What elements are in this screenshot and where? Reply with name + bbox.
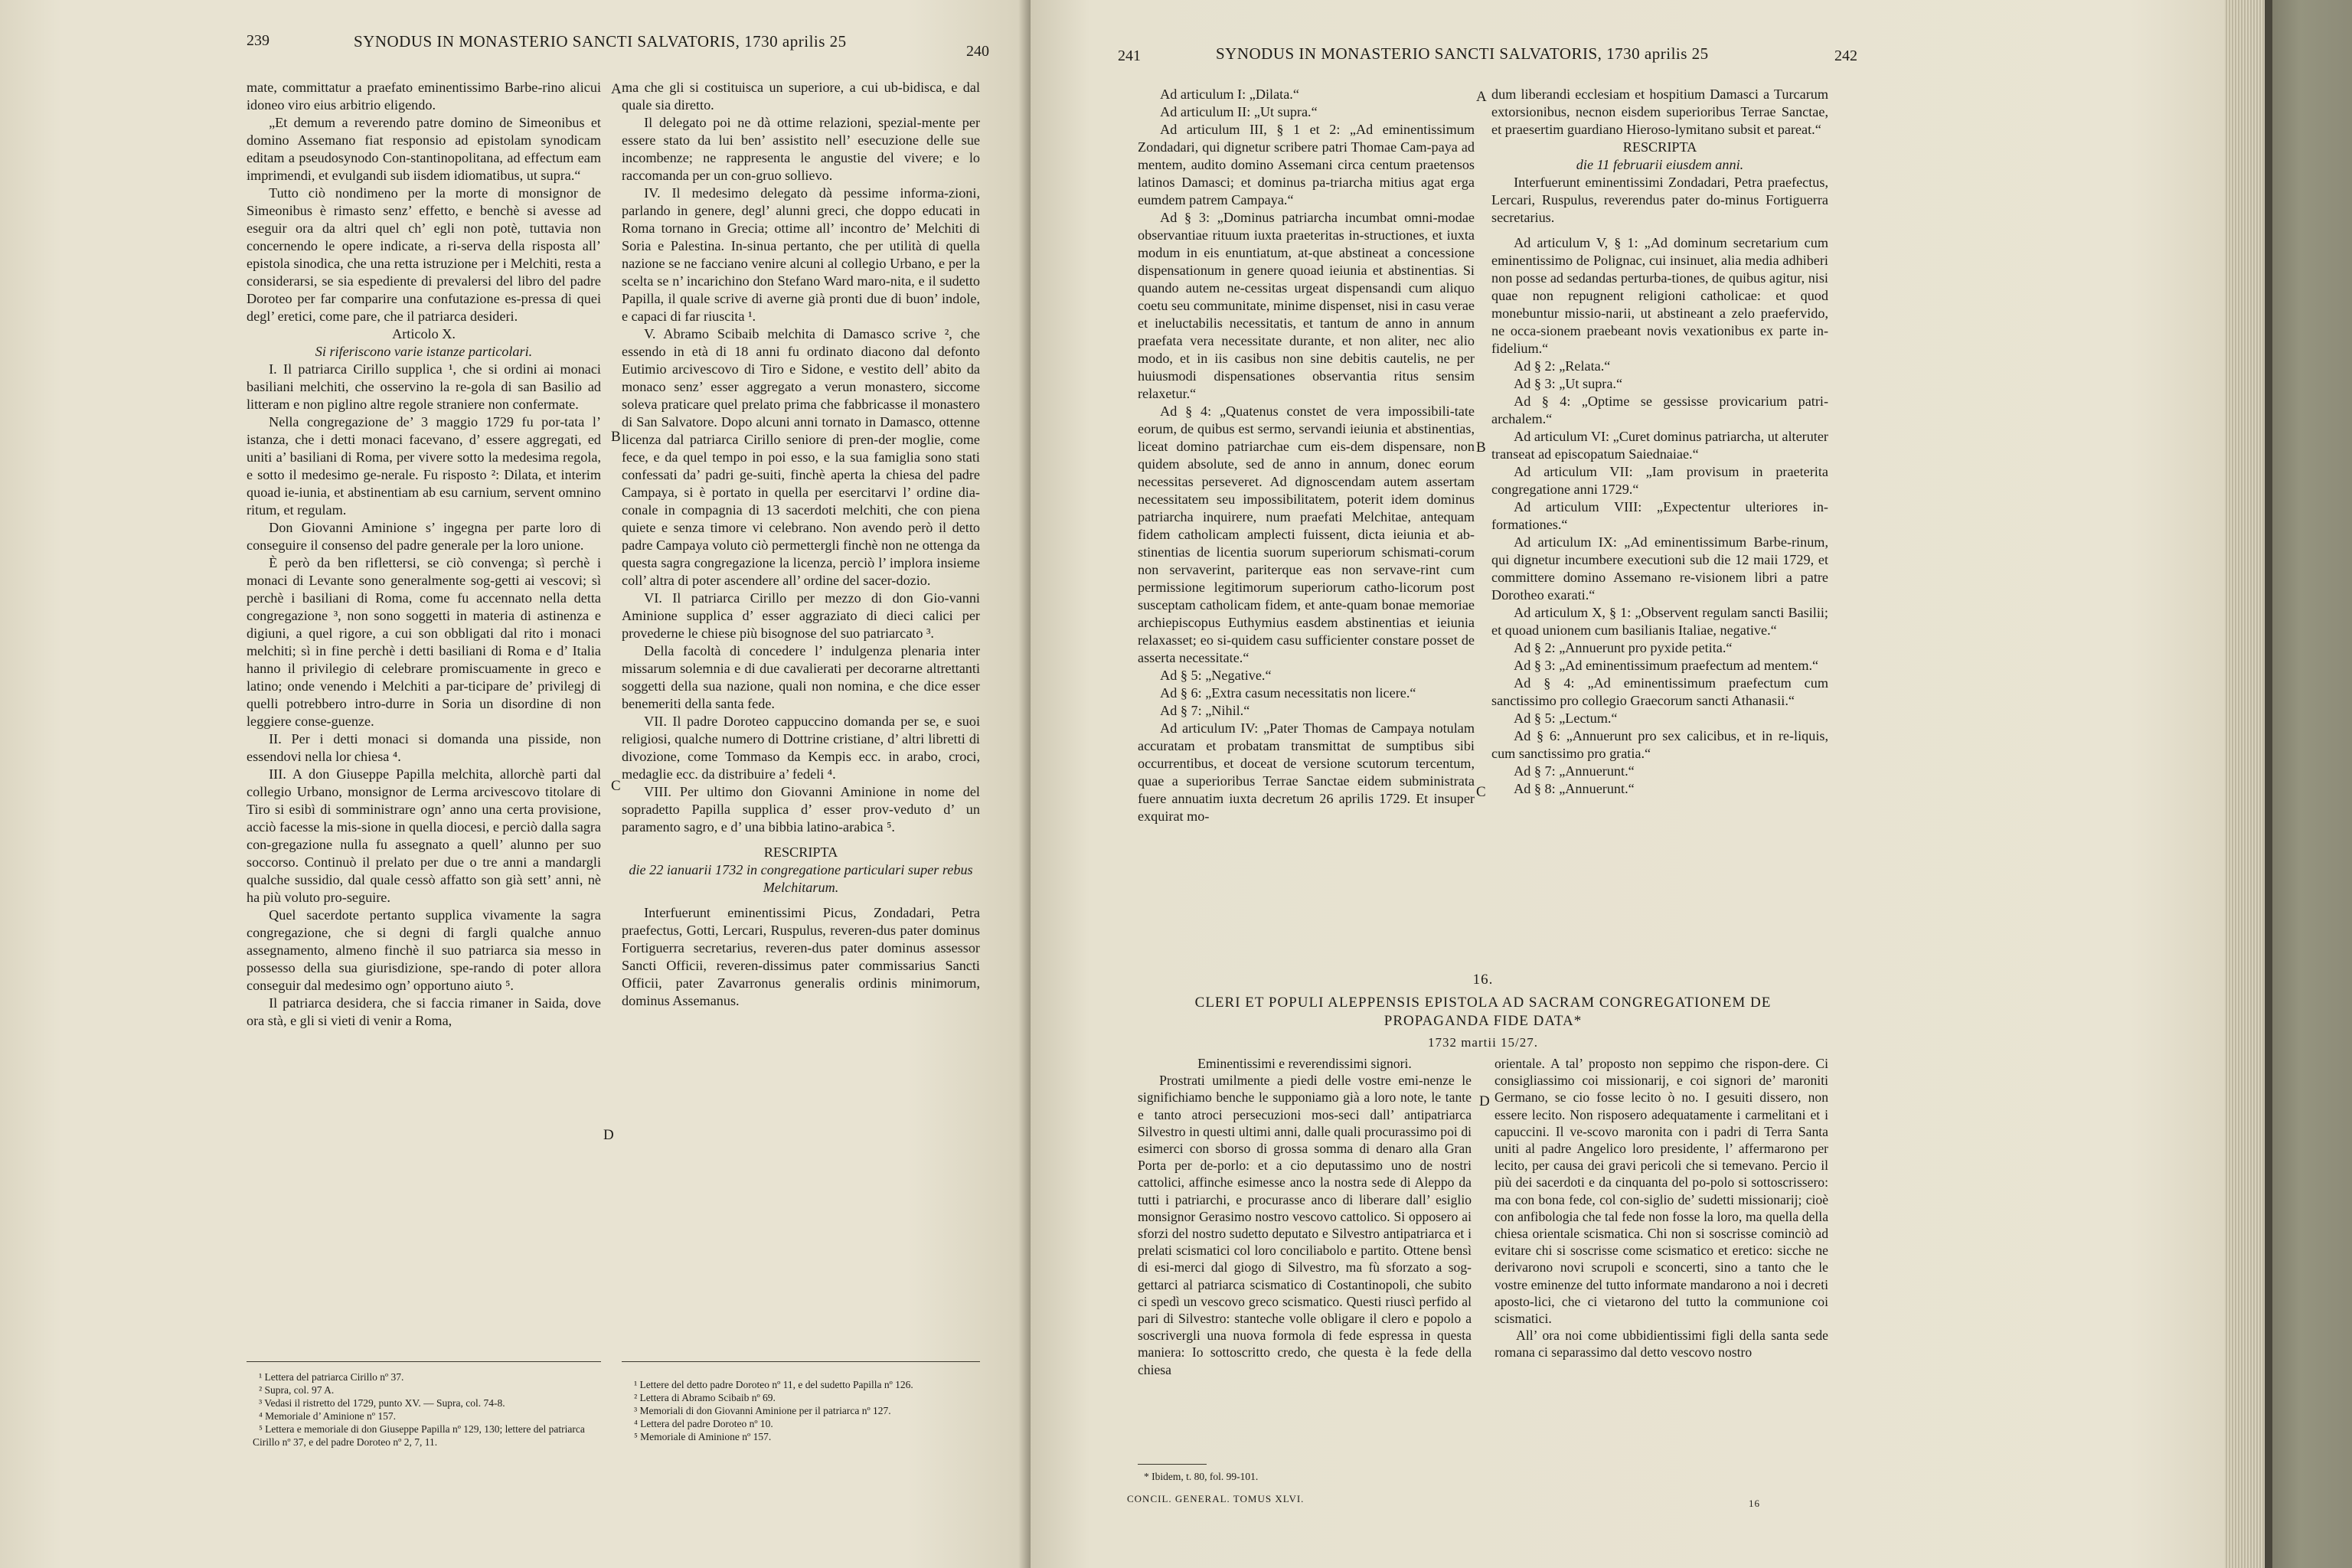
left-page-column-2	[622, 79, 980, 1010]
signature-number: 16	[1749, 1498, 1760, 1509]
right-page-column-1	[1138, 86, 1475, 825]
paragraph: dum liberandi ecclesiam et hospitium Damasci a Turcarum extorsionibus, necnon eisdem superioribus Terrae Sanctae, et praesertim guardiano Hieroso-lymitano subsit et pareat.“	[1491, 87, 1828, 137]
footnote-rule-left	[247, 1361, 601, 1362]
left-page	[0, 0, 1031, 1568]
right-page-column-2	[1491, 86, 1828, 798]
paragraph: Prostrati umilmente a piedi delle vostre emi-nenze le significhiamo benche le supponiamo già a loro note, le tante e tanto atroci persecuzioni mos-seci dall’ antipatriarca Silvestro in questi ultimi anni, dalle quali procurassimo poi di esimerci con sborso di grossa somma di denaro alla Gran Porta per de-porlo: et a cio deputassimo uno de nostri cattolici, affinche esimesse anco la nostra sede di Aleppo da tutti i patriarchi, e procurasse anco di liberare dall’ esiglio monsignor Gerasimo nostro vescovo cattolico. Si opposero ai sforzi del nostro sudetto deputato e Silvestro antipatriarca et i prelati scismatici col loro conciliabolo e partito. Ottene bensì di esi-merci dal giogo di Silvestro, ma fù sforzato a sog-gettarci al patriarca scismatico di Costantinopoli, che subito ci spedì un vescovo greco scismatico. Questi riuscì perfido al pari di Silvestro: stanteche volle obligare il clero e popolo a soscrivergli una nuova formola di fede espressa in questa maniera: Io sottoscritto credo, che questa è la fede della chiesa	[1138, 1073, 1472, 1377]
paragraph: orientale. A tal’ proposto non seppimo che rispon-dere. Ci consigliassimo coi missionarij, e coi signori de’ maroniti Germano, se cio fosse lecito ò no. I gesuiti dissero, non essere lecito. Non risposero adequatamente i carmelitani et i capuccini. Il ve-scovo maronita con i padri di Terra Santa uniti al padre Angelico loro presidente, l’ affermarono per lecito, per causa dei gravi pericoli che si temevano. Percio il più dei sacerdoti e da cinquanta del po-polo si sottoscrissero: ma con bona fede, col con-siglio de’ sudetti missionarij; cioè con anfibologia che tal fede non fosse la loro, ma quella della chiesa orientale scismatica. Chi non si soscrisse cominciò ad evitare chi si soscrisse come scismatico et eretico: sicche ne derivarono novi scrupoli e sconcerti, sino a tanto che le vostre eminenze del tutto informate mandarono a noi i decreti aposto-lici, che ci vietarono del tutto la communione coi scismatici.	[1494, 1056, 1828, 1327]
paragraph: Ad articulum II: „Ut supra.“	[1160, 104, 1318, 119]
section-title-line-1: CLERI ET POPULI ALEPPENSIS EPISTOLA AD SACRAM CONGREGATIONEM DE	[1194, 995, 1772, 1011]
paragraph: RESCRIPTA	[763, 844, 838, 860]
paragraph: Eminentissimi e reverendissimi signori.	[1197, 1056, 1412, 1071]
paragraph: Ad § 5: „Lectum.“	[1514, 710, 1618, 726]
paragraph: Ad articulum VI: „Curet dominus patriarcha, ut alteruter transeat ad episcopatum Saiednaiae.“	[1491, 429, 1828, 462]
paragraph: Della facoltà di concedere l’ indulgenza plenaria inter missarum solemnia e di due cavalierati per decorarne altrettanti soggetti della sua nazione, quali non nomina, e che dice esser benemeriti della santa fede.	[622, 643, 980, 711]
right-page	[1031, 0, 2224, 1568]
page-number-240: 240	[966, 43, 989, 60]
left-page-column-1	[247, 79, 601, 1030]
footnotes-column-1	[253, 1370, 601, 1449]
paragraph: Ad articulum VII: „Iam provisum in praeterita congregatione anni 1729.“	[1491, 464, 1828, 497]
margin-letter-a: A	[611, 81, 622, 97]
paragraph: Interfuerunt eminentissimi Picus, Zondadari, Petra praefectus, Gotti, Lercari, Ruspulus, reveren-dus pater dominus Fortiguerra secretarius, reveren-dus pater dominus assessor Sancti Officii, reveren-dissimus pater commissarius Sancti Officii, pater Zavarronus generalis ordinis minimorum, dominus Assemanus.	[622, 905, 980, 1008]
paragraph: Il delegato poi ne dà ottime relazioni, spezial-mente per essere stato da lui ben’ assistito nell’ esecuzione delle sue incombenze; ne rappresenta le angustie del vivere; e lo raccomanda per un con-gruo sollievo.	[622, 115, 980, 183]
section-date: 1732 martii 15/27.	[1427, 1035, 1539, 1050]
paragraph: Ad articulum III, § 1 et 2: „Ad eminentissimum Zondadari, qui dignetur scribere patri Thomae Cam-paya ad mentem, audito domino Assemani circa centum praetensos latinos Damasci; et dominus pa-triarcha mitius agat erga eumdem patrem Campaya.“	[1138, 122, 1475, 207]
footnote-right-page: * Ibidem, t. 80, fol. 99-101.	[1144, 1471, 1259, 1482]
paragraph: Ad § 4: „Ad eminentissimum praefectum cum sanctissimo pro collegio Graecorum sancti Athanasii.“	[1491, 675, 1828, 708]
paragraph: Il patriarca desidera, che si faccia rimaner in Saida, dove ora stà, e gli si vieti di venir a Roma,	[247, 995, 601, 1028]
paragraph: Ad articulum IV: „Pater Thomas de Campaya notulam accuratam et probatam transmittat de sumptibus sibi occurrentibus, et doceat de versione scutorum tercentum, quae a superioribus Terrae Sanctae eidem subministrata fuere annuatim iuxta decretum 26 aprilis 1729. Et insuper exquirat mo-	[1138, 720, 1475, 824]
margin-letter-d-right: D	[1479, 1093, 1490, 1109]
footnote: ¹ Lettere del detto padre Doroteo nº 11, e del sudetto Papilla nº 126.	[634, 1379, 913, 1390]
paragraph: II. Per i detti monaci si domanda una pisside, non essendovi nella lor chiesa ⁴.	[247, 731, 601, 764]
footnote: ⁵ Memoriale di Aminione nº 157.	[634, 1431, 772, 1442]
footnotes-column-2	[628, 1378, 980, 1443]
paragraph: Ad articulum IX: „Ad eminentissimum Barbe-rinum, qui dignetur incumbere executioni sub die 12 maii 1729, et committere domino Assemano re-visionem libri a patre Dorotheo exarati.“	[1491, 534, 1828, 603]
paragraph: Articolo X.	[392, 326, 456, 341]
margin-letter-c-right: C	[1476, 784, 1486, 800]
section-title-line-2: PROPAGANDA FIDE DATA*	[1383, 1013, 1583, 1029]
paragraph: Ad § 2: „Relata.“	[1514, 358, 1611, 374]
footnote: ³ Memoriali di don Giovanni Aminione per il patriarca nº 127.	[634, 1405, 891, 1416]
paragraph: Interfuerunt eminentissimi Zondadari, Petra praefectus, Lercari, Ruspulus, reverendus pater do-minus Fortiguerra secretarius.	[1491, 175, 1828, 225]
paragraph: Ad § 3: „Dominus patriarcha incumbat omni-modae observantiae rituum iuxta praeteritas in-structiones, et iuxta modum in eis enuntiatum, at-que abstineat a concessione dispensationum in genere quoad ieiunia et abstinentias. Si quando autem ne-cessitas urgeat dispensandi cum aliquo coetu seu communitate, minime dispenset, nisi in casu verae et ineluctabilis necessitatis, et tantum de anno in annum praefata vera necessitate durante, et non aliter, nec alio modo, et in iis casibus non sine debitis cautelis, ne per huiusmodi dispensationes observantia ritus sensim relaxetur.“	[1138, 210, 1475, 401]
paragraph: Tutto ciò nondimeno per la morte di monsignor de Simeonibus è rimasto senz’ effetto, e benchè si avesse ad eseguir ora da altri quel ch’ egli non potè, tuttavia non concernendo le opere indicate, a ri-serva della risposta all’ epistola sinodica, che una retta istruzione per i Melchiti, resta a considerarsi, se sia espediente di prevalersi del libro del padre Doroteo per far comparire una confutazione es-pressa di quei degl’ eretici, come pare, che il patriarca desideri.	[247, 185, 601, 324]
paragraph: Ad § 7: „Nihil.“	[1160, 703, 1250, 718]
paragraph: Ad § 6: „Annuerunt pro sex calicibus, et in re-liquis, cum sanctissimo pro gratia.“	[1491, 728, 1828, 761]
footnote-rule-right-page	[1138, 1464, 1207, 1465]
book-cover-edge	[2265, 0, 2272, 1568]
running-head-right: SYNODUS IN MONASTERIO SANCTI SALVATORIS, 1730 aprilis 25	[1216, 44, 1709, 63]
margin-letter-d: D	[603, 1127, 614, 1143]
paragraph: Ad § 5: „Negative.“	[1160, 668, 1272, 683]
paragraph: VII. Il padre Doroteo cappuccino domanda per se, e suoi religiosi, qualche numero di Dottrine cristiane, d’ altri libretti di divozione, come Tommaso da Kempis ecc. in arabo, croci, medaglie ecc. da distribuire a’ fedeli ⁴.	[622, 714, 980, 782]
right-page-column-3	[1138, 1055, 1472, 1378]
page-number-242: 242	[1834, 47, 1857, 64]
table-background	[2266, 0, 2352, 1568]
signature-line: CONCIL. GENERAL. TOMUS XLVI.	[1127, 1493, 1305, 1504]
margin-letter-b-right: B	[1476, 439, 1486, 456]
paragraph: mate, committatur a praefato eminentissimo Barbe-rino alicui idoneo viro eius arbitrio eligendo.	[247, 80, 601, 113]
paragraph: die 22 ianuarii 1732 in congregatione particulari super rebus Melchitarum.	[629, 862, 973, 895]
paragraph: Ad § 4: „Optime se gessisse provicarium patri-archalem.“	[1491, 394, 1828, 426]
footnote: ⁴ Memoriale d’ Aminione nº 157.	[259, 1410, 396, 1422]
footnote: ² Lettera di Abramo Scibaib nº 69.	[634, 1392, 776, 1403]
paragraph: Ad articulum X, § 1: „Observent regulam sancti Basilii; et quoad unionem cum basilianis Italiae, negative.“	[1491, 605, 1828, 638]
paragraph: Ad articulum VIII: „Expectentur ulteriores in-formationes.“	[1491, 499, 1828, 532]
footnote: ¹ Lettera del patriarca Cirillo nº 37.	[259, 1371, 404, 1383]
paragraph: È però da ben riflettersi, se ciò convenga; sì perchè i monaci di Levante sono generalmente sog-getti ai vescovi; sì perchè i basiliani di Roma, come fu accennato nella detta congregazione ³, non sono soggetti in materia di astinenza e digiuni, a quel rigore, a cui son obbligati dal rito i monaci melchiti; sì in fine perchè i detti basiliani di Roma e d’ Italia hanno il privilegio di celebrare promiscuamente in greco e latino; onde venendo i Melchiti a par-ticipare de’ privilegj di quelli potrebbero intro-durre in Soria un disordine di non leggiere conse-guenze.	[247, 555, 601, 729]
paragraph: VI. Il patriarca Cirillo per mezzo di don Gio-vanni Aminione supplica d’ esser aggraziato di dieci calici per provederne le chiese più bisognose del suo patriarcato ³.	[622, 590, 980, 641]
footnote: ⁴ Lettera del padre Doroteo nº 10.	[634, 1418, 773, 1429]
paragraph: Si riferiscono varie istanze particolari.	[315, 344, 533, 359]
paragraph: Ad § 3: „Ad eminentissimum praefectum ad mentem.“	[1514, 658, 1819, 673]
paragraph: die 11 februarii eiusdem anni.	[1576, 157, 1744, 172]
paragraph: ma che gli si costituisca un superiore, a cui ub-bidisca, e dal quale sia diretto.	[622, 80, 980, 113]
page-number-241: 241	[1118, 47, 1141, 64]
paragraph	[622, 897, 980, 904]
paragraph: IV. Il medesimo delegato dà pessime informa-zioni, parlando in genere, degl’ alunni greci, che doppo educati in Roma tornano in Grecia; ottime all’ incontro de’ Melchiti di Soria e Palestina. In-sinua pertanto, che per utilità di quella nazione se ne facciano venire alcuni al collegio Urbano, e per la scelta se n’ incarichino don Stefano Ward maro-nita, e il sudetto Papilla, il quale scrive di averne già pronti due di buon’ indole, e capaci di far riuscita ¹.	[622, 185, 980, 324]
paragraph: Ad articulum V, § 1: „Ad dominum secretarium cum eminentissimo de Polignac, cui insinuet, alia media adhiberi non posse ad sedandas perturba-tiones, de quibus agitur, nisi quae non repugnent religioni catholicae: et quod monebuntur missio-narii, ut abstineant a zelo praefervido, ne occa-sionem praebeant novis vexationibus ex parte in-fidelium.“	[1491, 235, 1828, 356]
page-edges	[2224, 0, 2270, 1568]
paragraph	[622, 836, 980, 844]
right-page-column-4	[1494, 1055, 1828, 1361]
footnote: ⁵ Lettera e memoriale di don Giuseppe Papilla nº 129, 130; lettere del patriarca Cirillo nº 37, e del padre Doroteo nº 2, 7, 11.	[253, 1423, 585, 1448]
page-number-239: 239	[247, 32, 270, 49]
paragraph: Ad § 4: „Quatenus constet de vera impossibili-tate eorum, de quibus est sermo, servandi ieiunia et abstinentias, liceat domino patriarchae cum eis-dem dispensare, non quidem absolute, sed de anno in annum, donec eorum necessitas perseveret. Ad dignoscendam autem assertam necessitatem seu impossibilitatem, poterit idem dominus patriarcha inquirere, num praefati Melchitae, antequam fidem catholicam amplecti fuissent, dicta ieiunia et ab-stinentias de licentia suorum superiorum schismati-corum non servaverint, pariterque eas non servave-rint cum permissione legitimorum superiorum catho-licorum post susceptam catholicam fidem, et ante-quam bonae memoriae archiepiscopus Euthymius easdem abstinentias et ieiunia relaxasset; eo si-quidem casu sufficienter constare posset de asserta necessitate.“	[1138, 403, 1475, 665]
paragraph: Ad § 6: „Extra casum necessitatis non licere.“	[1160, 685, 1416, 701]
paragraph: Don Giovanni Aminione s’ ingegna per parte loro di conseguire il consenso del padre generale per la loro unione.	[247, 520, 601, 553]
paragraph: „Et demum a reverendo patre domino de Simeonibus et domino Assemano fiat responsio ad epistolam synodicam editam a pseudosynodo Con-stantinopolitana, ad effectum eam imprimendi, et evulgandi sub iisdem idiomatibus, ut supra.“	[247, 115, 601, 183]
section-number: 16.	[1472, 972, 1494, 988]
paragraph: Ad articulum I: „Dilata.“	[1160, 87, 1299, 102]
footnote-rule-right	[622, 1361, 980, 1362]
paragraph: RESCRIPTA	[1622, 139, 1697, 155]
margin-letter-a-right: A	[1476, 89, 1487, 105]
paragraph: Ad § 3: „Ut supra.“	[1514, 376, 1623, 391]
paragraph: Nella congregazione de’ 3 maggio 1729 fu por-tata l’ istanza, che i detti monaci facevano, d’ essere aggregati, ed uniti a’ basiliani di Roma, per vivere sotto la medesima regola, e sotto il medesimo ge-nerale. Fu risposto ²: Dilata, et interim quoad ie-iunia, et abstinentiam ab esu carnium, servent omnino ritum, et regulam.	[247, 414, 601, 518]
running-head-left: SYNODUS IN MONASTERIO SANCTI SALVATORIS, 1730 aprilis 25	[354, 32, 847, 51]
footnote: ³ Vedasi il ristretto del 1729, punto XV. — Supra, col. 74-8.	[259, 1397, 505, 1409]
paragraph: Quel sacerdote pertanto supplica vivamente la sagra congregazione, che si degni di fargli qualche annuo assegnamento, almeno finchè il suo patriarca sia messo in possesso della sua giurisdizione, spe-rando di poter allora conseguir dal medesimo ogn’ opportuno aiuto ⁵.	[247, 907, 601, 993]
paragraph: Ad § 7: „Annuerunt.“	[1514, 763, 1635, 779]
paragraph: All’ ora noi come ubbidientissimi figli della santa sede romana ci separassimo dal detto vescovo nostro	[1494, 1328, 1828, 1361]
paragraph: V. Abramo Scibaib melchita di Damasco scrive ², che essendo in età di 18 anni fu ordinato diacono dal defonto Eutimio arcivescovo di Tiro e Sidone, e vestito dell’ abito da monaco senz’ esser aggregato a verun monastero, siccome soleva praticare quel prelato prima che fabbricasse il monastero di San Salvatore. Dopo alcuni anni tornato in Damasco, ottenne licenza dal patriarca Cirillo seniore di pren-der moglie, come fece, e da quel tempo in poi esso, e la sua famiglia sono stati confessati da’ padri ge-suiti, finchè aperta la chiesa del padre Campaya, si è portato in quella per esercitarvi l’ ordine dia-conale in compagnia di 13 sacerdoti melchiti, che con piena quiete e senza timore vi celebrano. Non avendo però il detto padre Campaya voluto ciò permettergli finchè non ne ottenga da questa sagra congregazione la licenza, perciò l’ implora insieme coll’ altra di poter ascendere all’ ordine del sacer-dozio.	[622, 326, 980, 588]
paragraph: Ad § 8: „Annuerunt.“	[1514, 781, 1635, 796]
margin-letter-b: B	[611, 429, 621, 445]
paragraph: VIII. Per ultimo don Giovanni Aminione in nome del sopradetto Papilla supplica d’ esser prov-veduto d’ un paramento sagro, e d’ una bibbia latino-arabica ⁵.	[622, 784, 980, 835]
paragraph: Ad § 2: „Annuerunt pro pyxide petita.“	[1514, 640, 1733, 655]
margin-letter-c: C	[611, 778, 621, 794]
paragraph	[1491, 227, 1828, 234]
paragraph: I. Il patriarca Cirillo supplica ¹, che si ordini ai monaci basiliani melchiti, che osservino la re-gola di san Basilio ad litteram e non piglino altre regole straniere non confermate.	[247, 361, 601, 412]
footnote: ² Supra, col. 97 A.	[259, 1384, 335, 1396]
paragraph: III. A don Giuseppe Papilla melchita, allorchè parti dal collegio Urbano, monsignor de Lerma arcivescovo titolare di Tiro si esibì di somministrare ogn’ anno una certa provisione, acciò facesse la mis-sione in quella diocesi, e perciò dalla sagra con-gregazione nulla fu assegnato a quell’ alunno per suo soccorso. Continuò il prelato per due o tre anni a mandargli qualche sussidio, dal quale cessò affatto son già sett’ anni, nè ha più voluto pro-seguire.	[247, 766, 601, 905]
